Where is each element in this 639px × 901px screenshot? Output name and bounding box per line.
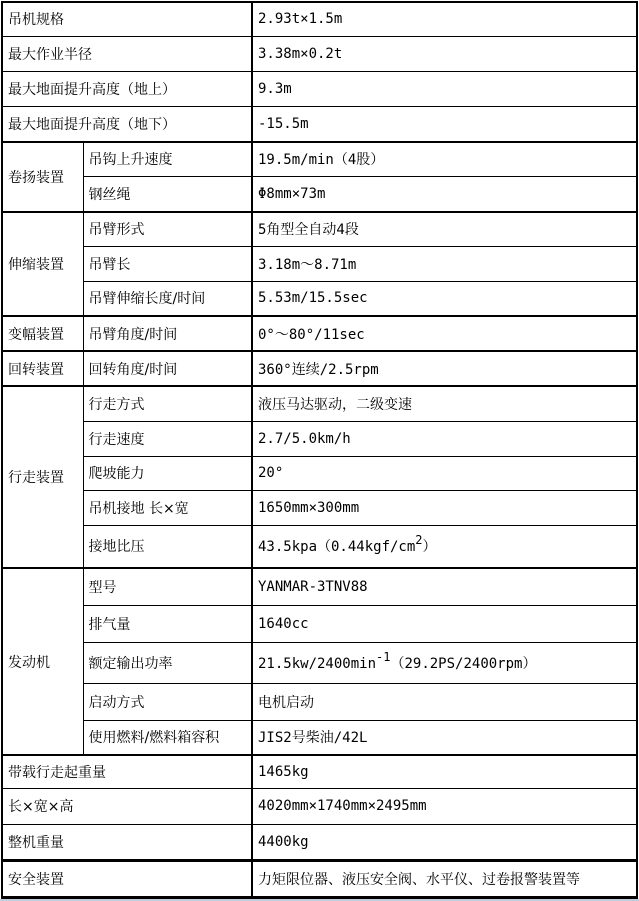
table-row — [2, 281, 637, 316]
spec-value-boom-length: 3.18m～8.71m — [252, 246, 637, 281]
spec-value-ground-contact: 1650mm×300mm — [252, 490, 637, 525]
value-superscript: -1 — [376, 649, 391, 664]
spec-value-max-lift-height-above: 9.3m — [252, 71, 637, 106]
table-row — [2, 490, 637, 525]
value-tail: ） — [422, 539, 437, 556]
table-row — [2, 525, 637, 568]
spec-value-slew-angle-time: 360°连续/2.5rpm — [252, 351, 637, 386]
spec-label-travel-speed: 行走速度 — [83, 421, 252, 456]
spec-value-fuel-tank: JIS2号柴油/42L — [252, 720, 637, 755]
table-row — [2, 860, 637, 897]
table-row — [2, 142, 637, 176]
group-label-telescoping-device: 伸缩装置 — [2, 212, 83, 316]
spec-value-travel-mode: 液压马达驱动，二级变速 — [252, 386, 637, 421]
spec-label-wire-rope: 钢丝绳 — [83, 176, 252, 212]
group-label-hoisting-device: 卷扬装置 — [2, 142, 83, 212]
value-tail: （29.2PS/2400rpm） — [390, 655, 537, 672]
group-label-engine: 发动机 — [2, 568, 83, 755]
table-row — [2, 788, 637, 824]
spec-value-dimensions: 4020mm×1740mm×2495mm — [252, 788, 637, 824]
spec-label-boom-angle-time: 吊臂角度/时间 — [83, 316, 252, 351]
spec-value-displacement: 1640cc — [252, 605, 637, 642]
table-row — [2, 642, 637, 683]
spec-value-boom-type: 5角型全自动4段 — [252, 212, 637, 246]
group-label-travel-device: 行走装置 — [2, 386, 83, 568]
spec-value-starting-method: 电机启动 — [252, 683, 637, 720]
spec-value-gradeability: 20° — [252, 456, 637, 490]
spec-label-max-working-radius: 最大作业半径 — [2, 36, 252, 71]
spec-label-engine-model: 型号 — [83, 568, 252, 605]
spec-label-displacement: 排气量 — [83, 605, 252, 642]
table-row — [2, 316, 637, 351]
group-label-slewing-device: 回转装置 — [2, 351, 83, 386]
spec-label-max-lift-height-above: 最大地面提升高度（地上） — [2, 71, 252, 106]
spec-label-rated-output: 额定输出功率 — [83, 642, 252, 683]
spec-value-total-weight: 4400kg — [252, 824, 637, 860]
table-row — [2, 386, 637, 421]
value-main: 43.5kpa（0.44kgf/cm — [258, 539, 416, 556]
table-row — [2, 36, 637, 71]
table-row — [2, 246, 637, 281]
spec-value-hook-raise-speed: 19.5m/min（4股） — [252, 142, 637, 176]
group-label-luffing-device: 变幅装置 — [2, 316, 83, 351]
spec-label-starting-method: 启动方式 — [83, 683, 252, 720]
spec-value-travel-speed: 2.7/5.0km/h — [252, 421, 637, 456]
spec-value-boom-extension-time: 5.53m/15.5sec — [252, 281, 637, 316]
table-row — [2, 568, 637, 605]
table-row — [2, 106, 637, 142]
spec-label-gradeability: 爬坡能力 — [83, 456, 252, 490]
spec-value-max-lift-height-below: -15.5m — [252, 106, 637, 142]
spec-label-ground-contact: 吊机接地 长×宽 — [83, 490, 252, 525]
spec-label-boom-type: 吊臂形式 — [83, 212, 252, 246]
spec-value-wire-rope: Φ8mm×73m — [252, 176, 637, 212]
spec-value-rated-output — [252, 642, 637, 683]
spec-value-crane-spec: 2.93t×1.5m — [252, 2, 637, 36]
spec-label-total-weight: 整机重量 — [2, 824, 252, 860]
spec-label-rated-load-travel: 带载行走起重量 — [2, 755, 252, 788]
table-row — [2, 456, 637, 490]
table-row — [2, 351, 637, 386]
value-main: 21.5kw/2400min — [258, 655, 377, 672]
crane-spec-table — [1, 1, 638, 899]
table-row — [2, 212, 637, 246]
table-row — [2, 2, 637, 36]
table-row — [2, 71, 637, 106]
table-row — [2, 683, 637, 720]
spec-label-hook-raise-speed: 吊钩上升速度 — [83, 142, 252, 176]
table-row — [2, 605, 637, 642]
spec-value-max-working-radius: 3.38m×0.2t — [252, 36, 637, 71]
spec-label-travel-mode: 行走方式 — [83, 386, 252, 421]
table-row — [2, 824, 637, 860]
spec-value-boom-angle-time: 0°～80°/11sec — [252, 316, 637, 351]
spec-value-engine-model: YANMAR-3TNV88 — [252, 568, 637, 605]
table-row — [2, 176, 637, 212]
spec-label-safety-devices: 安全装置 — [2, 860, 252, 897]
table-row — [2, 720, 637, 755]
spec-value-rated-load-travel: 1465kg — [252, 755, 637, 788]
spec-value-safety-devices: 力矩限位器、液压安全阀、水平仪、过卷报警装置等 — [252, 860, 637, 897]
spec-label-slew-angle-time: 回转角度/时间 — [83, 351, 252, 386]
spec-label-boom-length: 吊臂长 — [83, 246, 252, 281]
spec-label-max-lift-height-below: 最大地面提升高度（地下） — [2, 106, 252, 142]
spec-label-dimensions: 长×宽×高 — [2, 788, 252, 824]
table-row — [2, 421, 637, 456]
spec-label-ground-pressure: 接地比压 — [83, 525, 252, 568]
spec-label-boom-extension-time: 吊臂伸缩长度/时间 — [83, 281, 252, 316]
table-row — [2, 755, 637, 788]
value-superscript: 2 — [415, 533, 423, 548]
spec-label-fuel-tank: 使用燃料/燃料箱容积 — [83, 720, 252, 755]
spec-value-ground-pressure — [252, 525, 637, 568]
spec-label-crane-spec: 吊机规格 — [2, 2, 252, 36]
